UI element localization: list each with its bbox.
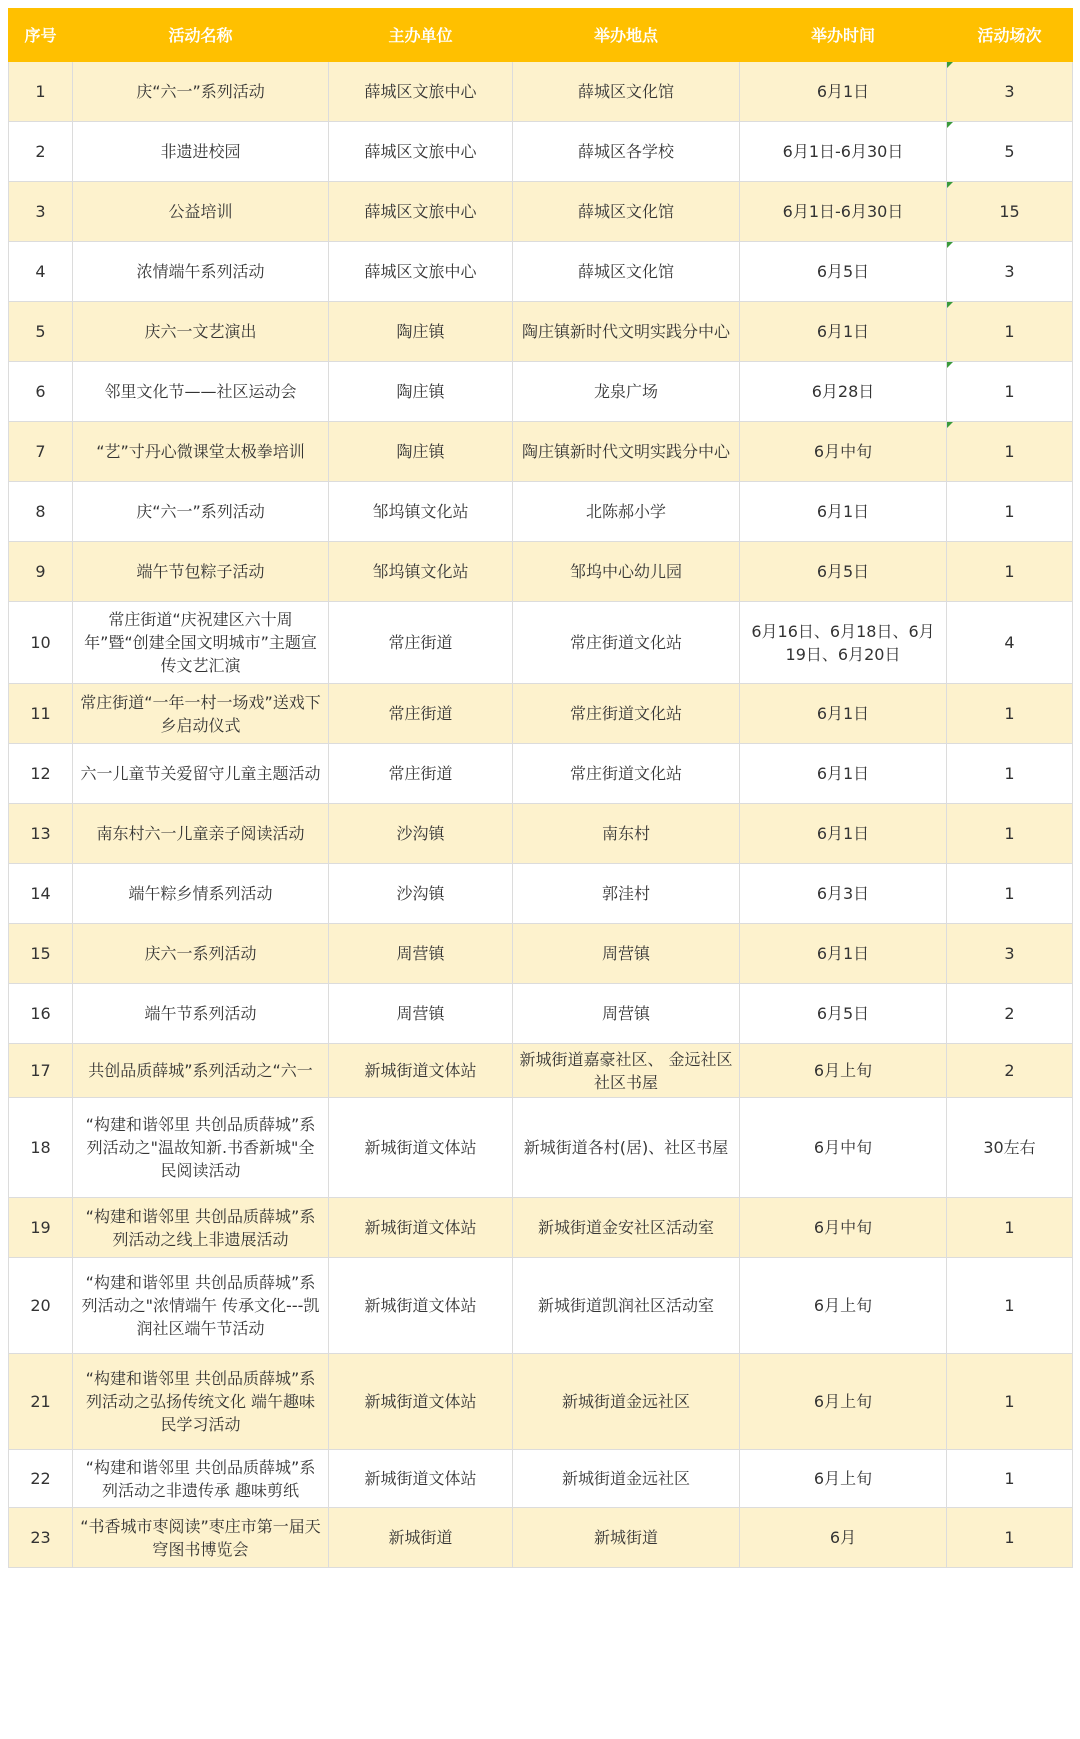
cell-org: 陶庄镇 (329, 302, 513, 362)
cell-time: 6月上旬 (740, 1044, 947, 1098)
header-count: 活动场次 (947, 9, 1073, 62)
cell-place: 北陈郝小学 (513, 482, 740, 542)
cell-org: 常庄街道 (329, 744, 513, 804)
cell-org: 周营镇 (329, 924, 513, 984)
cell-time: 6月3日 (740, 864, 947, 924)
cell-count: 2 (947, 1044, 1073, 1098)
cell-org: 陶庄镇 (329, 422, 513, 482)
cell-count: 4 (947, 602, 1073, 684)
cell-time: 6月上旬 (740, 1450, 947, 1508)
cell-place: 周营镇 (513, 984, 740, 1044)
header-no: 序号 (9, 9, 73, 62)
cell-no: 10 (9, 602, 73, 684)
table-row (9, 924, 1073, 984)
cell-org: 薛城区文旅中心 (329, 62, 513, 122)
cell-name: 共创品质薛城”系列活动之“六一 (73, 1044, 329, 1098)
table-row (9, 602, 1073, 684)
table-row (9, 1098, 1073, 1198)
cell-org: 薛城区文旅中心 (329, 242, 513, 302)
table-row (9, 864, 1073, 924)
cell-no: 9 (9, 542, 73, 602)
cell-org: 新城街道文体站 (329, 1044, 513, 1098)
cell-no: 13 (9, 804, 73, 864)
cell-org: 陶庄镇 (329, 362, 513, 422)
cell-org: 邹坞镇文化站 (329, 542, 513, 602)
table-row (9, 422, 1073, 482)
cell-name: 常庄街道“庆祝建区六十周年”暨“创建全国文明城市”主题宣传文艺汇演 (73, 602, 329, 684)
cell-no: 23 (9, 1508, 73, 1568)
cell-time: 6月上旬 (740, 1354, 947, 1450)
cell-time: 6月1日 (740, 924, 947, 984)
cell-count: 1 (947, 1198, 1073, 1258)
cell-time: 6月1日 (740, 62, 947, 122)
cell-corner-marker (947, 122, 953, 128)
cell-place: 薛城区文化馆 (513, 242, 740, 302)
cell-org: 常庄街道 (329, 602, 513, 684)
cell-place: 常庄街道文化站 (513, 744, 740, 804)
cell-name: 非遗进校园 (73, 122, 329, 182)
cell-place: 新城街道各村(居)、社区书屋 (513, 1098, 740, 1198)
cell-time: 6月上旬 (740, 1258, 947, 1354)
cell-corner-marker (947, 362, 953, 368)
cell-time: 6月5日 (740, 242, 947, 302)
cell-name: “书香城市枣阅读”枣庄市第一届天穹图书博览会 (73, 1508, 329, 1568)
table-row (9, 62, 1073, 122)
table-row (9, 1450, 1073, 1508)
cell-time: 6月5日 (740, 984, 947, 1044)
cell-count: 1 (947, 1354, 1073, 1450)
cell-count: 3 (947, 62, 1073, 122)
cell-count: 1 (947, 482, 1073, 542)
cell-org: 新城街道 (329, 1508, 513, 1568)
cell-org: 沙沟镇 (329, 804, 513, 864)
cell-place: 新城街道金远社区 (513, 1450, 740, 1508)
cell-corner-marker (947, 422, 953, 428)
cell-name: “构建和谐邻里 共创品质薛城”系列活动之非遗传承 趣味剪纸 (73, 1450, 329, 1508)
header-place: 举办地点 (513, 9, 740, 62)
cell-name: 六一儿童节关爱留守儿童主题活动 (73, 744, 329, 804)
cell-place: 薛城区文化馆 (513, 62, 740, 122)
cell-no: 21 (9, 1354, 73, 1450)
cell-org: 周营镇 (329, 984, 513, 1044)
cell-no: 6 (9, 362, 73, 422)
table-row (9, 362, 1073, 422)
table-row (9, 302, 1073, 362)
cell-time: 6月中旬 (740, 422, 947, 482)
cell-place: 南东村 (513, 804, 740, 864)
cell-no: 8 (9, 482, 73, 542)
table-row (9, 242, 1073, 302)
cell-count: 2 (947, 984, 1073, 1044)
table-body (9, 62, 1073, 1568)
cell-time: 6月1日-6月30日 (740, 182, 947, 242)
cell-place: 薛城区文化馆 (513, 182, 740, 242)
cell-org: 新城街道文体站 (329, 1258, 513, 1354)
cell-corner-marker (947, 62, 953, 68)
cell-time: 6月1日 (740, 684, 947, 744)
activity-table (8, 8, 1073, 1568)
table-row (9, 1198, 1073, 1258)
cell-count: 5 (947, 122, 1073, 182)
cell-time: 6月 (740, 1508, 947, 1568)
cell-name: 常庄街道“一年一村一场戏”送戏下乡启动仪式 (73, 684, 329, 744)
cell-org: 新城街道文体站 (329, 1098, 513, 1198)
cell-name: 端午粽乡情系列活动 (73, 864, 329, 924)
cell-name: 邻里文化节——社区运动会 (73, 362, 329, 422)
cell-name: “构建和谐邻里 共创品质薛城”系列活动之"浓情端午 传承文化---凯润社区端午节活动 (73, 1258, 329, 1354)
cell-count: 3 (947, 242, 1073, 302)
cell-no: 14 (9, 864, 73, 924)
cell-place: 邹坞中心幼儿园 (513, 542, 740, 602)
cell-time: 6月28日 (740, 362, 947, 422)
cell-time: 6月中旬 (740, 1098, 947, 1198)
cell-name: “构建和谐邻里 共创品质薛城”系列活动之"温故知新.书香新城"全民阅读活动 (73, 1098, 329, 1198)
cell-no: 11 (9, 684, 73, 744)
cell-no: 16 (9, 984, 73, 1044)
cell-place: 郭洼村 (513, 864, 740, 924)
cell-count: 1 (947, 1258, 1073, 1354)
table-header-row (9, 9, 1073, 62)
cell-time: 6月1日 (740, 744, 947, 804)
cell-org: 新城街道文体站 (329, 1450, 513, 1508)
cell-place: 薛城区各学校 (513, 122, 740, 182)
cell-place: 常庄街道文化站 (513, 684, 740, 744)
header-name: 活动名称 (73, 9, 329, 62)
table-row (9, 684, 1073, 744)
cell-no: 19 (9, 1198, 73, 1258)
cell-corner-marker (947, 302, 953, 308)
table-row (9, 122, 1073, 182)
cell-place: 常庄街道文化站 (513, 602, 740, 684)
cell-org: 薛城区文旅中心 (329, 122, 513, 182)
cell-org: 薛城区文旅中心 (329, 182, 513, 242)
cell-time: 6月5日 (740, 542, 947, 602)
cell-count: 1 (947, 422, 1073, 482)
cell-place: 新城街道 (513, 1508, 740, 1568)
table-row (9, 1044, 1073, 1098)
cell-time: 6月中旬 (740, 1198, 947, 1258)
cell-place: 周营镇 (513, 924, 740, 984)
cell-count: 1 (947, 804, 1073, 864)
table-row (9, 744, 1073, 804)
cell-no: 7 (9, 422, 73, 482)
cell-org: 新城街道文体站 (329, 1198, 513, 1258)
cell-place: 陶庄镇新时代文明实践分中心 (513, 422, 740, 482)
cell-name: “构建和谐邻里 共创品质薛城”系列活动之弘扬传统文化 端午趣味民学习活动 (73, 1354, 329, 1450)
cell-name: “艺”寸丹心微课堂太极拳培训 (73, 422, 329, 482)
cell-count: 3 (947, 924, 1073, 984)
cell-no: 18 (9, 1098, 73, 1198)
cell-count: 1 (947, 1450, 1073, 1508)
cell-name: 庆六一系列活动 (73, 924, 329, 984)
cell-place: 新城街道金安社区活动室 (513, 1198, 740, 1258)
table-row (9, 804, 1073, 864)
cell-count: 1 (947, 362, 1073, 422)
cell-corner-marker (947, 242, 953, 248)
table-row (9, 1354, 1073, 1450)
cell-no: 17 (9, 1044, 73, 1098)
cell-time: 6月1日 (740, 302, 947, 362)
cell-time: 6月16日、6月18日、6月19日、6月20日 (740, 602, 947, 684)
cell-count: 15 (947, 182, 1073, 242)
cell-place: 陶庄镇新时代文明实践分中心 (513, 302, 740, 362)
table-row (9, 1508, 1073, 1568)
cell-no: 3 (9, 182, 73, 242)
cell-count: 1 (947, 302, 1073, 362)
cell-no: 1 (9, 62, 73, 122)
cell-time: 6月1日 (740, 482, 947, 542)
cell-name: 浓情端午系列活动 (73, 242, 329, 302)
cell-count: 30左右 (947, 1098, 1073, 1198)
header-time: 举办时间 (740, 9, 947, 62)
cell-no: 4 (9, 242, 73, 302)
cell-name: 庆六一文艺演出 (73, 302, 329, 362)
cell-time: 6月1日-6月30日 (740, 122, 947, 182)
table-row (9, 182, 1073, 242)
cell-count: 1 (947, 542, 1073, 602)
cell-count: 1 (947, 684, 1073, 744)
cell-name: 庆“六一”系列活动 (73, 62, 329, 122)
cell-name: 庆“六一”系列活动 (73, 482, 329, 542)
cell-name: “构建和谐邻里 共创品质薛城”系列活动之线上非遗展活动 (73, 1198, 329, 1258)
cell-place: 新城街道凯润社区活动室 (513, 1258, 740, 1354)
cell-count: 1 (947, 1508, 1073, 1568)
cell-org: 新城街道文体站 (329, 1354, 513, 1450)
cell-org: 邹坞镇文化站 (329, 482, 513, 542)
cell-no: 5 (9, 302, 73, 362)
cell-name: 公益培训 (73, 182, 329, 242)
header-org: 主办单位 (329, 9, 513, 62)
cell-place: 龙泉广场 (513, 362, 740, 422)
cell-time: 6月1日 (740, 804, 947, 864)
cell-corner-marker (947, 182, 953, 188)
cell-count: 1 (947, 864, 1073, 924)
cell-name: 端午节包粽子活动 (73, 542, 329, 602)
cell-place: 新城街道嘉豪社区、 金远社区社区书屋 (513, 1044, 740, 1098)
cell-place: 新城街道金远社区 (513, 1354, 740, 1450)
cell-no: 12 (9, 744, 73, 804)
cell-no: 22 (9, 1450, 73, 1508)
cell-name: 南东村六一儿童亲子阅读活动 (73, 804, 329, 864)
cell-no: 2 (9, 122, 73, 182)
cell-org: 沙沟镇 (329, 864, 513, 924)
table-row (9, 482, 1073, 542)
cell-org: 常庄街道 (329, 684, 513, 744)
cell-name: 端午节系列活动 (73, 984, 329, 1044)
table-row (9, 1258, 1073, 1354)
cell-count: 1 (947, 744, 1073, 804)
cell-no: 20 (9, 1258, 73, 1354)
table-row (9, 984, 1073, 1044)
cell-no: 15 (9, 924, 73, 984)
table-row (9, 542, 1073, 602)
